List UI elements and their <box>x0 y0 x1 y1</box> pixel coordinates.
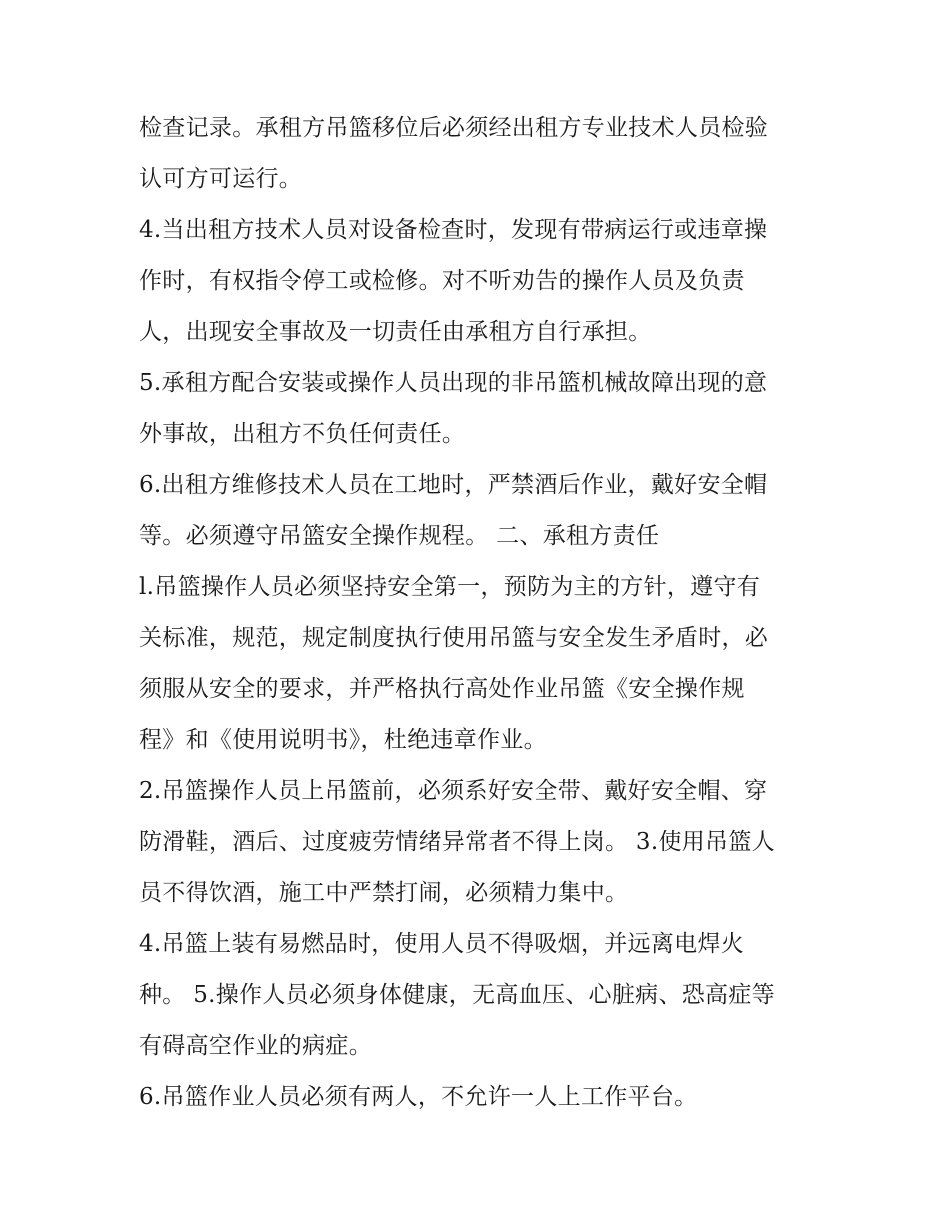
text-line: 有碍高空作业的病症。 <box>139 1033 372 1059</box>
document-page <box>139 103 819 1123</box>
text-line: 外事故，出租方不负任何责任。 <box>139 421 466 447</box>
text-line: l.吊篮操作人员必须坚持安全第一，预防为主的方针，遵守有 <box>139 574 761 600</box>
text-line: 5.承租方配合安装或操作人员出现的非吊篮机械故障出现的意 <box>139 370 768 396</box>
text-line: 人，出现安全事故及一切责任由承租方自行承担。 <box>139 319 652 345</box>
text-line: 6.吊篮作业人员必须有两人，不允许一人上工作平台。 <box>139 1084 698 1110</box>
text-line: 2.吊篮操作人员上吊篮前，必须系好安全带、戴好安全帽、穿 <box>139 778 768 804</box>
text-line: 4.吊篮上装有易燃品时，使用人员不得吸烟，并远离电焊火 <box>139 931 745 957</box>
text-line: 员不得饮酒，施工中严禁打闹，必须精力集中。 <box>139 880 629 906</box>
text-line: 6.出租方维修技术人员在工地时，严禁酒后作业，戴好安全帽 <box>139 472 768 498</box>
text-line: 须服从安全的要求，并严格执行高处作业吊篮《安全操作规 <box>139 676 745 702</box>
text-line: 作时，有权指令停工或检修。对不听劝告的操作人员及负责 <box>139 268 745 294</box>
text-line: 关标准，规范，规定制度执行使用吊篮与安全发生矛盾时，必 <box>139 625 769 651</box>
text-line: 等。必须遵守吊篮安全操作规程。 二、承租方责任 <box>139 523 660 549</box>
text-line: 防滑鞋，酒后、过度疲劳情绪异常者不得上岗。 3.使用吊篮人 <box>139 829 775 855</box>
text-line: 程》和《使用说明书》，杜绝违章作业。 <box>139 727 547 753</box>
text-line: 检查记录。承租方吊篮移位后必须经出租方专业技术人员检验 <box>139 115 769 141</box>
text-line: 种。 5.操作人员必须身体健康，无高血压、心脏病、恐高症等 <box>139 982 775 1008</box>
text-line: 4.当出租方技术人员对设备检查时，发现有带病运行或违章操 <box>139 217 768 243</box>
text-line: 认可方可运行。 <box>139 166 303 192</box>
